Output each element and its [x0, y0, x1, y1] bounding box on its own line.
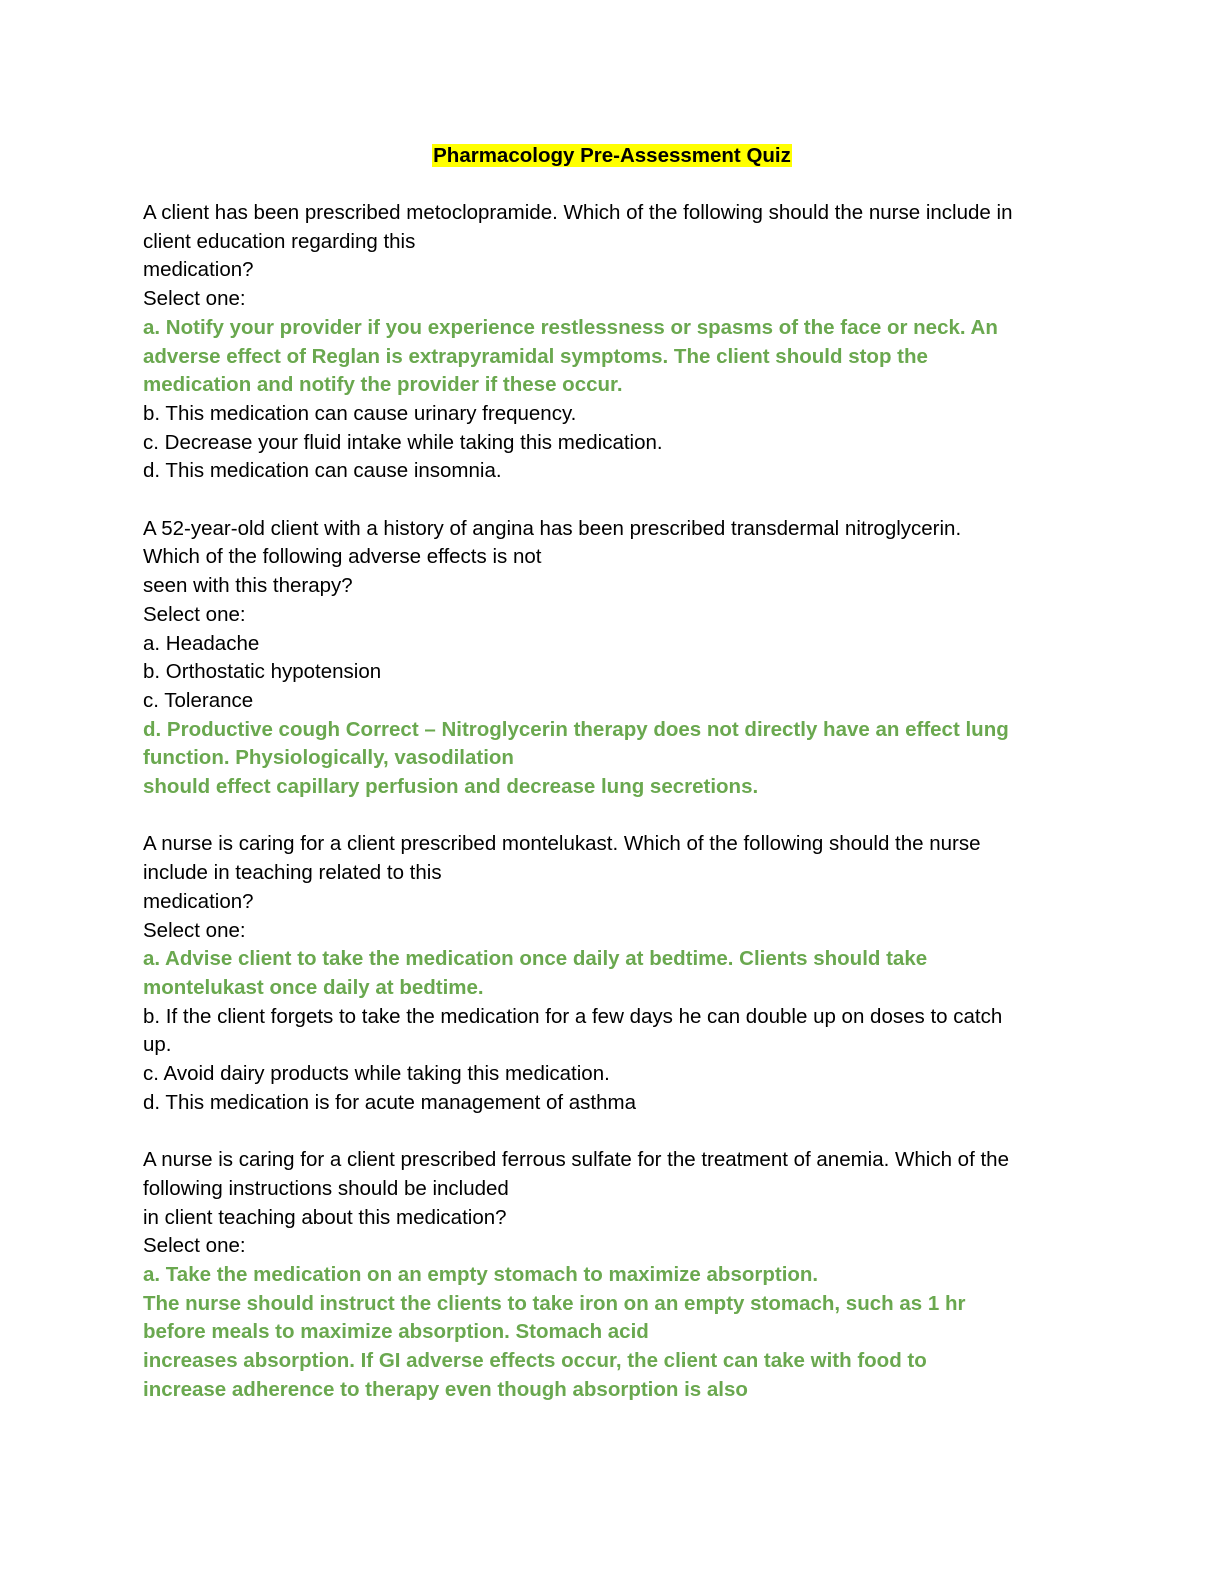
answer-option-line: b. If the client forgets to take the medication for a few days he can double up on doses to catch	[143, 1004, 1003, 1028]
answer-option-correct	[143, 716, 1083, 802]
title-container	[0, 142, 1224, 171]
question-stem-line: Which of the following adverse effects is not	[143, 545, 542, 569]
answer-option-line: c. Tolerance	[143, 688, 254, 712]
question-stem-line: following instructions should be included	[143, 1176, 509, 1200]
answer-option-line: The nurse should instruct the clients to take iron on an empty stomach, such as 1 hr	[143, 1291, 966, 1315]
answer-option-line: d. This medication can cause insomnia.	[143, 459, 502, 483]
select-one-label: Select one:	[143, 1234, 246, 1258]
answer-option	[143, 429, 1083, 458]
answer-option-line: b. This medication can cause urinary frequency.	[143, 401, 577, 425]
question-spacer	[143, 486, 1083, 515]
quiz-content	[143, 199, 1083, 1404]
question-stem-line: medication?	[143, 889, 254, 913]
answer-option	[143, 1089, 1083, 1118]
answer-option	[143, 687, 1083, 716]
answer-option-line: c. Decrease your fluid intake while taking this medication.	[143, 430, 663, 454]
question-block	[143, 1146, 1083, 1404]
answer-option	[143, 630, 1083, 659]
answer-option-line: c. Avoid dairy products while taking this medication.	[143, 1062, 610, 1086]
answer-option-line: d. This medication is for acute management of asthma	[143, 1090, 637, 1114]
answer-option-line: before meals to maximize absorption. Stomach acid	[143, 1320, 649, 1344]
question-block	[143, 199, 1083, 486]
question-stem-line: A nurse is caring for a client prescribed montelukast. Which of the following should the nurse	[143, 832, 981, 856]
question-stem-line: medication?	[143, 258, 254, 282]
answer-option-line: increase adherence to therapy even though absorption is also	[143, 1377, 748, 1401]
question-spacer	[143, 1117, 1083, 1146]
answer-option-line: should effect capillary perfusion and decrease lung secretions.	[143, 775, 759, 799]
answer-option	[143, 1003, 1083, 1060]
question-stem-line: include in teaching related to this	[143, 861, 442, 885]
answer-option-line: increases absorption. If GI adverse effects occur, the client can take with food to	[143, 1349, 927, 1373]
answer-option-line: montelukast once daily at bedtime.	[143, 975, 484, 999]
answer-option-line: up.	[143, 1033, 172, 1057]
question-stem-line: A 52-year-old client with a history of angina has been prescribed transdermal nitroglycerin.	[143, 516, 962, 540]
answer-option-correct	[143, 1261, 1083, 1405]
answer-option-line: a. Headache	[143, 631, 260, 655]
answer-option	[143, 400, 1083, 429]
question-stem-line: in client teaching about this medication?	[143, 1205, 507, 1229]
answer-option-line: function. Physiologically, vasodilation	[143, 746, 514, 770]
answer-option-line: adverse effect of Reglan is extrapyramidal symptoms. The client should stop the	[143, 344, 928, 368]
question-block	[143, 830, 1083, 1117]
question-stem-line: seen with this therapy?	[143, 574, 353, 598]
answer-option	[143, 1060, 1083, 1089]
answer-option	[143, 658, 1083, 687]
question-stem-line: A nurse is caring for a client prescribed ferrous sulfate for the treatment of anemia. Which of the	[143, 1148, 1009, 1172]
question-stem-line: A client has been prescribed metoclopramide. Which of the following should the nurse include in	[143, 201, 1013, 224]
answer-option-correct	[143, 945, 1083, 1002]
answer-option-line: b. Orthostatic hypotension	[143, 660, 382, 684]
question-block	[143, 515, 1083, 802]
answer-option-line: a. Notify your provider if you experience restlessness or spasms of the face or neck. An	[143, 315, 998, 339]
question-spacer	[143, 802, 1083, 831]
answer-option-correct	[143, 314, 1083, 400]
answer-option	[143, 457, 1083, 486]
page-title: Pharmacology Pre-Assessment Quiz	[433, 144, 791, 167]
question-stem-line: client education regarding this	[143, 229, 416, 253]
select-one-label: Select one:	[143, 602, 246, 626]
select-one-label: Select one:	[143, 918, 246, 942]
answer-option-line: a. Take the medication on an empty stomach to maximize absorption.	[143, 1262, 819, 1286]
answer-option-line: d. Productive cough Correct – Nitroglycerin therapy does not directly have an effect lung	[143, 717, 1009, 741]
answer-option-line: medication and notify the provider if these occur.	[143, 373, 623, 397]
select-one-label: Select one:	[143, 287, 246, 311]
answer-option-line: a. Advise client to take the medication once daily at bedtime. Clients should take	[143, 947, 928, 971]
